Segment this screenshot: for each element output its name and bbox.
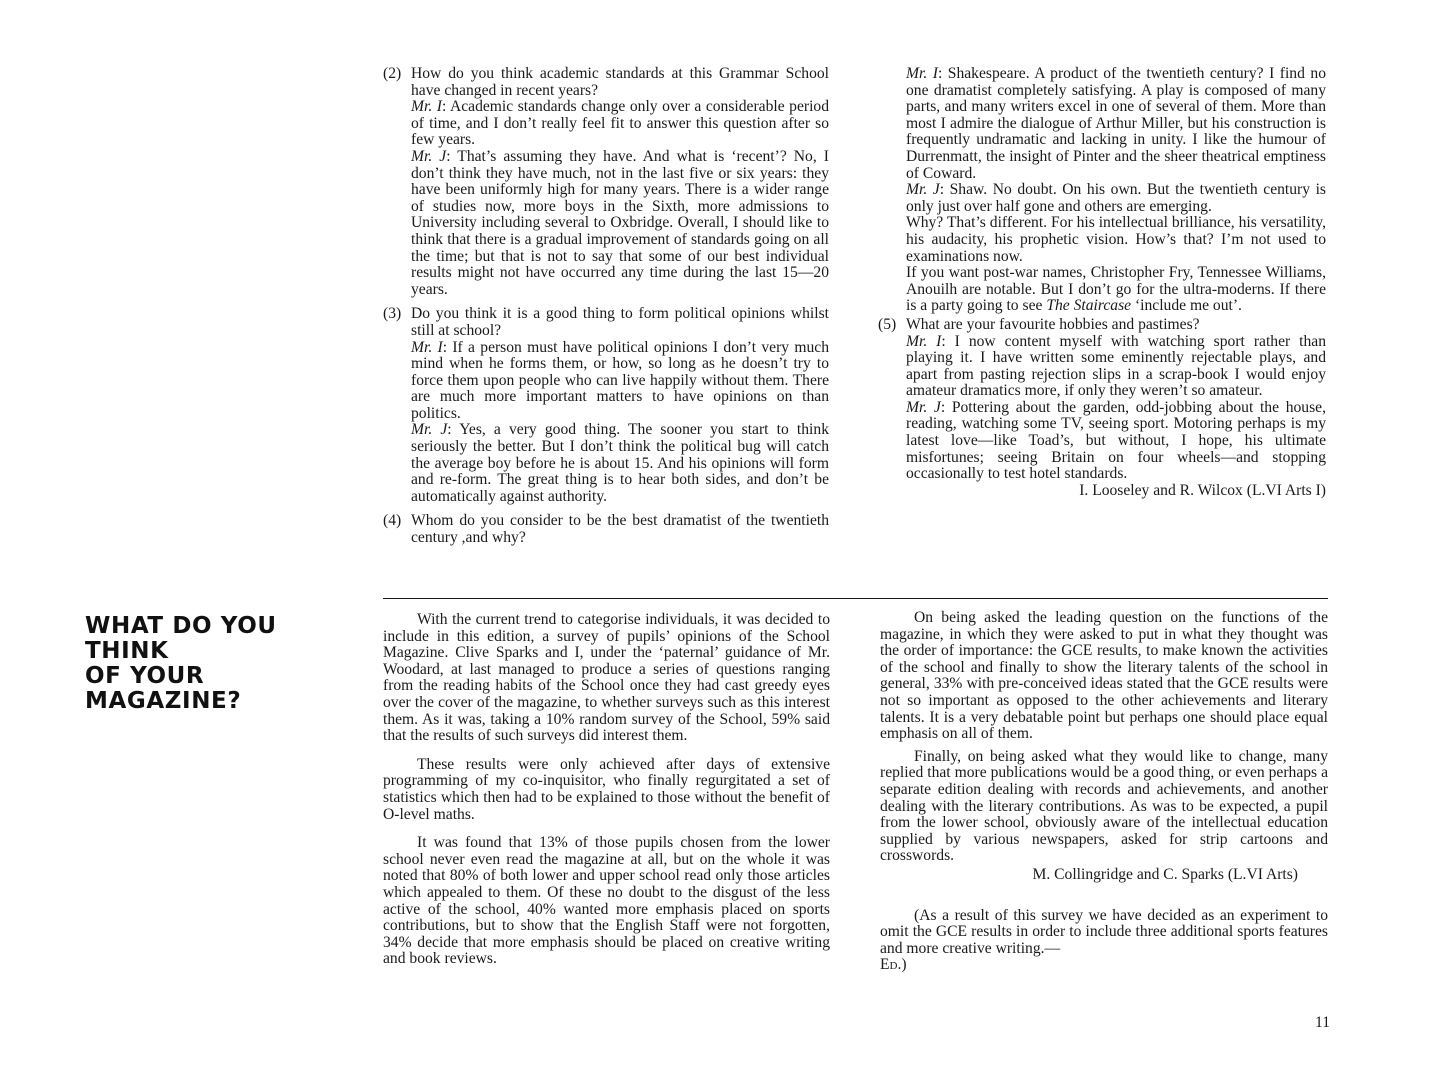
question-text: What are your favourite hobbies and pastimes? xyxy=(906,315,1200,333)
article-paragraph: These results were only achieved after days of extensive programming of my co-inquisitor, who finally regurgitated a set of statistics which then had to be explained to those without the benefit of O-level maths. xyxy=(383,755,830,823)
question-block-5 xyxy=(878,317,1326,483)
speaker-label: Mr. J xyxy=(906,398,941,416)
heading-line: WHAT DO YOU xyxy=(85,613,277,639)
speaker-label: Mr. I xyxy=(411,98,442,116)
play-title: The Staircase xyxy=(1046,297,1132,315)
heading-line: THINK xyxy=(85,638,169,664)
speaker-label: Mr. I xyxy=(411,338,443,356)
heading-line: MAGAZINE? xyxy=(85,688,242,714)
followup-text-2 xyxy=(906,265,1326,315)
article-paragraph: Finally, on being asked what they would like to change, many replied that more publications would be a good thing, or even perhaps a separate edition dealing with records and achievements, and another dealing with the literary contributions. As was to be expected, a pupil from the lower school, obviously aware of the intellectual education supplied by various newspapers, asked for strip cartoons and crosswords. xyxy=(880,747,1328,865)
section-divider xyxy=(383,598,1328,599)
article-paragraph: With the current trend to categorise individuals, it was decided to include in this edition, a survey of pupils’ opinions of the School Magazine. Clive Sparks and I, under the ‘paternal’ guidance of Mr. Woodard, at last managed to produce a series of questions ranging from the reading habits of the School once they had cast greedy eyes over the cover of the magazine, to whether surveys such as this interest them. As it was, taking a 10% random survey of the School, 59% said that the results of such surveys did interest them. xyxy=(383,611,830,745)
question-number: (4) xyxy=(383,512,402,530)
speaker-label: Mr. J xyxy=(411,421,448,439)
question-block-4 xyxy=(383,513,829,546)
interview-signature: I. Looseley and R. Wilcox (L.VI Arts I) xyxy=(1079,481,1326,499)
editor-sign: Ed.) xyxy=(880,956,907,974)
answer-mr-i xyxy=(906,66,1326,182)
article-left-column xyxy=(383,612,830,980)
speaker-label: Mr. J xyxy=(411,147,447,165)
answer-mr-i xyxy=(906,334,1326,400)
followup-text: Why? That’s different. For his intellectual brilliance, his versatility, his audacity, his prophetic vision. How’s that? I’m not used to examinations now. xyxy=(906,214,1326,265)
answer-text: : Yes, a very good thing. The sooner you start to think seriously the better. But I don’t think the political bug will catch the average boy before he is about 15. And his opinions will form and re-form. The great thing is to hear both sides, and don’t be automatically against authority. xyxy=(411,421,829,505)
answer-text: : I now content myself with watching sport rather than playing it. I have written some eminently rejectable plays, and apart from pasting rejection slips in a scrap-book I would enjoy amateur dramatics more, if only they weren’t so amateur. xyxy=(906,332,1326,400)
interview-left-column xyxy=(383,66,829,555)
article-heading xyxy=(85,614,345,714)
question-text: How do you think academic standards at this Grammar School have changed in recent years? xyxy=(411,65,829,99)
speaker-label: Mr. I xyxy=(906,332,942,350)
answer-text: : Shakespeare. A product of the twentieth century? I find no one dramatist completely satisfying. A play is composed of many parts, and many writers excel in one of several of them. More than most I admire the dialogue of Arthur Miller, but his construction is frequently undramatic and lacking in unity. I like the humour of Durrenmatt, the insight of Pinter and the sheer theatrical emptiness of Coward. xyxy=(906,65,1326,182)
answer-text: : Pottering about the garden, odd-jobbing about the house, reading, watching some TV, seeing sport. Motoring perhaps is my latest love—like Toad’s, but without, I hope, his ultimate misfortunes; seeing Britain on four wheels—and stopping occasionally to test hotel standards. xyxy=(906,398,1326,483)
question-text: Whom do you consider to be the best dramatist of the twentieth century ,and why? xyxy=(411,512,829,547)
spacer xyxy=(880,884,1328,908)
followup-part: If you want post-war names, Christopher Fry, Tennessee Williams, Anouilh are notable. But I don’t go for the ultra-moderns. If there is a party going to see xyxy=(906,264,1326,315)
answer-mr-j xyxy=(411,149,829,298)
question-text: Do you think it is a good thing to form political opinions whilst still at school? xyxy=(411,305,829,339)
question-block-3 xyxy=(383,306,829,505)
question-block-2 xyxy=(383,66,829,298)
article-paragraph: It was found that 13% of those pupils chosen from the lower school never even read the magazine at all, but on the whole it was noted that 80% of both lower and upper school read only those articles which appealed to them. Of these no doubt to the disgust of the less active of the school, 40% wanted more emphasis placed on sports contributions, but to show that the English Staff were not forgotten, 34% decide that more emphasis should be placed on creative writing and book reviews. xyxy=(383,834,830,968)
answer-mr-i xyxy=(411,340,829,423)
article-paragraph: On being asked the leading question on the functions of the magazine, in which they were asked to put in what they thought was the order of importance: the GCE results, to make known the activities of the school and finally to show the literary talents of the school in general, 33% with pre-conceived ideas stated that the GCE results were not so important as opposed to the other achievements and literary talents. It is a very debatable point but perhaps one should place equal emphasis on all of them. xyxy=(880,609,1328,743)
article-signature: M. Collingridge and C. Sparks (L.VI Arts) xyxy=(1032,865,1298,883)
article-right-column xyxy=(880,610,1328,974)
editor-note-text: (As a result of this survey we have decided as an experiment to omit the GCE results in order to include three additional sports features and more creative writing.— xyxy=(880,906,1328,957)
question-number: (5) xyxy=(878,315,897,333)
answer-text: : If a person must have political opinions I don’t very much mind when he forms them, or how, so long as he doesn’t try to force them upon people who can live happily without them. There are much more important matters to have opinions on than politics. xyxy=(411,338,829,422)
speaker-label: Mr. J xyxy=(906,181,940,199)
answer-text: : That’s assuming they have. And what is ‘recent’? No, I don’t think they have much, not in the last five or six years: they have been uniformly high for many years. There is a wider range of studies now, more boys in the Sixth, more admissions to University including several to Oxbridge. Overall, I should like to think that there is a gradual improvement of standards going on all the time; but that is not to say that some of our best individual results might not have occurred any time during the last 15—20 years. xyxy=(411,147,829,298)
heading-line: OF YOUR xyxy=(85,663,205,689)
page-number: 11 xyxy=(1314,1014,1330,1031)
answer-mr-j xyxy=(906,400,1326,483)
answer-text: : Shaw. No doubt. On his own. But the twentieth century is only just over half gone and others are emerging. xyxy=(906,181,1326,215)
followup-part: ‘include me out’. xyxy=(1131,297,1242,315)
editor-note xyxy=(880,908,1328,974)
answer-text: : Academic standards change only over a considerable period of time, and I don’t really feel fit to answer this question after so few years. xyxy=(411,98,829,149)
speaker-label: Mr. I xyxy=(906,65,938,82)
interview-right-column xyxy=(878,66,1326,499)
answer-mr-j xyxy=(411,422,829,505)
answer-mr-j xyxy=(906,182,1326,215)
question-number: (2) xyxy=(383,65,402,82)
answer-mr-i xyxy=(411,99,829,149)
q4-answers xyxy=(878,66,1326,315)
question-number: (3) xyxy=(383,305,402,323)
